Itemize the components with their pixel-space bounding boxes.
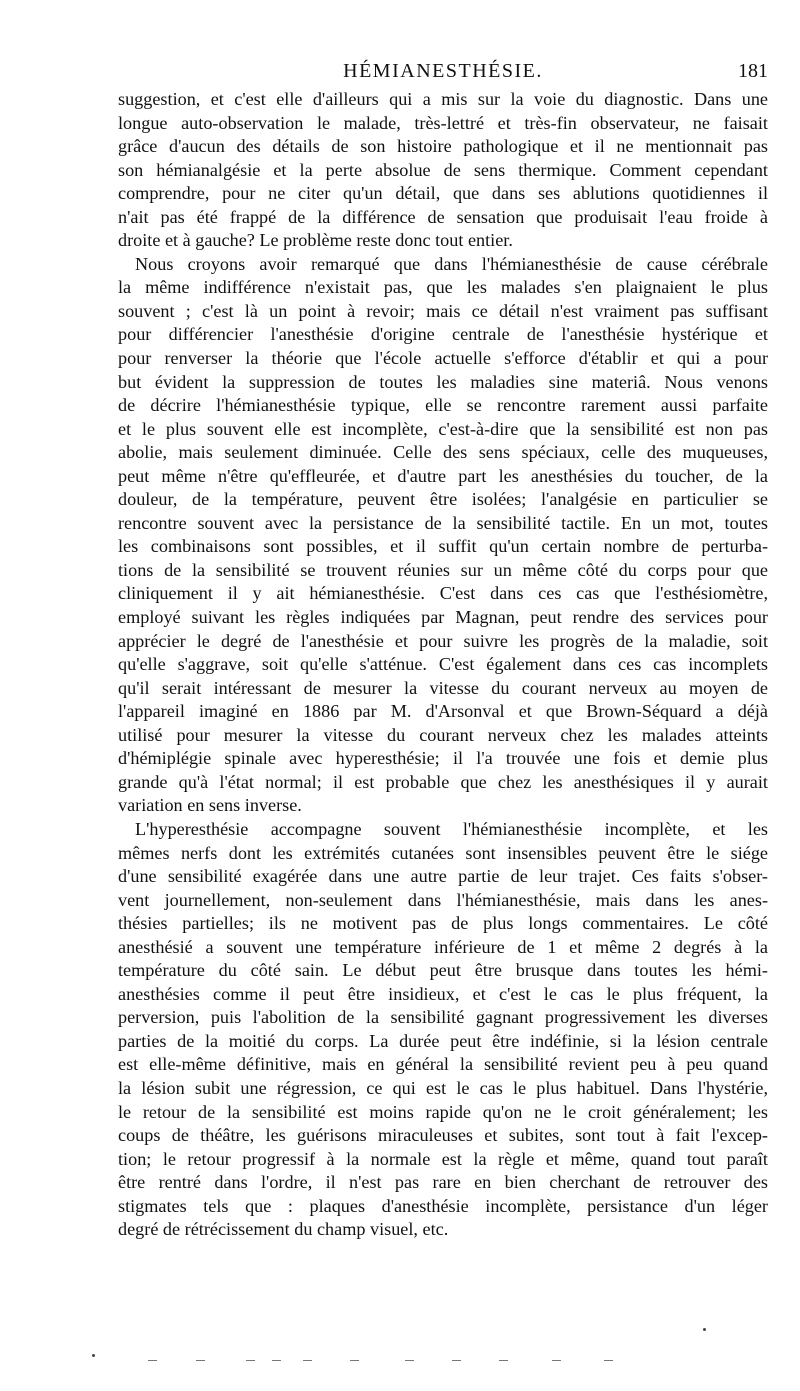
running-head [118,56,768,86]
text-line: de décrire l'hémianesthésie typique, elle se rencontre rarement aussi parfaite [118,395,768,416]
print-speck [148,1360,157,1361]
text-line: grande qu'à l'état normal; il est probable que chez les anesthésiques il y aurait [118,771,768,792]
text-line: son hémianalgésie et la perte absolue de sens thermique. Comment cependant [118,159,768,180]
text-line: grâce d'aucun des détails de son histoire pathologique et il ne mentionnait pas [118,136,768,157]
text-line: apprécier le degré de l'anesthésie et pour suivre les progrès de la maladie, soit [118,630,768,651]
text-line: coups de théâtre, les guérisons miraculeuses et subites, sont tout à fait l'excep- [118,1125,768,1146]
text-line: employé suivant les règles indiquées par Magnan, peut rendre des services pour [118,607,768,628]
text-line: mêmes nerfs dont les extrémités cutanées sont insensibles peuvent être le siége [118,842,768,863]
text-line: pour différencier l'anesthésie d'origine centrale de l'anesthésie hystérique et [118,324,768,345]
text-line: thésies partielles; ils ne motivent pas de plus longs commentaires. Le côté [118,913,768,934]
text-line: stigmates tels que : plaques d'anesthésie incomplète, persistance d'un léger [118,1195,768,1216]
text-line: qu'elle s'aggrave, soit qu'elle s'atténue. C'est également dans ces cas incomplets [118,654,768,675]
margin-specks [0,1350,800,1370]
text-line: vent journellement, non-seulement dans l'hémianesthésie, mais dans les anes- [118,889,768,910]
text-line: comprendre, pour ne citer qu'un détail, que dans ses ablutions quotidiennes il [118,183,768,204]
text-line: variation en sens inverse. [118,795,302,816]
text-line: longue auto-observation le malade, très-lettré et très-fin observateur, ne faisait [118,112,768,133]
text-line: anesthésié a souvent une température inférieure de 1 et même 2 degrés à la [118,936,768,957]
text-line: la même indifférence n'existait pas, que les malades s'en plaignaient le plus [118,277,768,298]
text-line: douleur, de la température, peuvent être isolées; l'analgésie en particulier se [118,489,768,510]
print-speck [196,1360,205,1361]
print-speck [272,1360,281,1361]
text-line: tions de la sensibilité se trouvent réunies sur un même côté du corps pour que [118,559,768,580]
print-speck [246,1360,255,1361]
text-line: et le plus souvent elle est incomplète, c'est-à-dire que la sensibilité est non pas [118,418,768,439]
print-speck [303,1360,312,1361]
text-line: but évident la suppression de toutes les maladies sine materiâ. Nous venons [118,371,768,392]
text-line: L'hyperesthésie accompagne souvent l'hémianesthésie incomplète, et les [135,818,768,839]
text-line: le retour de la sensibilité est moins rapide qu'on ne le croit généralement; les [118,1101,768,1122]
text-line: être rentré dans l'ordre, il n'est pas rare en bien cherchant de retrouver des [118,1172,768,1193]
text-line: perversion, puis l'abolition de la sensibilité gagnant progressivement les diverses [118,1007,768,1028]
print-speck [552,1360,561,1361]
print-speck [499,1360,508,1361]
print-speck [703,1328,706,1331]
text-line: rencontre souvent avec la persistance de la sensibilité tactile. En un mot, toutes [118,512,768,533]
print-speck [92,1354,95,1357]
text-line: d'une sensibilité exagérée dans une autre partie de leur trajet. Ces faits s'obser- [118,866,768,887]
running-title: HÉMIANESTHÉSIE. [343,60,543,82]
body-text [118,88,768,1242]
text-line: utilisé pour mesurer la vitesse du courant nerveux chez les malades atteints [118,724,768,745]
text-line: n'ait pas été frappé de la différence de sensation que produisait l'eau froide à [118,206,768,227]
page-number: 181 [738,60,768,82]
text-line: Nous croyons avoir remarqué que dans l'hémianesthésie de cause cérébrale [135,253,768,274]
text-line: température du côté sain. Le début peut être brusque dans toutes les hémi- [118,960,768,981]
text-line: d'hémiplégie spinale avec hyperesthésie; il l'a trouvée une fois et demie plus [118,748,768,769]
print-speck [452,1360,461,1361]
text-line: parties de la moitié du corps. La durée peut être indéfinie, si la lésion centrale [118,1030,768,1051]
print-speck [604,1360,613,1361]
text-line: tion; le retour progressif à la normale est la règle et même, quand tout paraît [118,1148,768,1169]
text-line: degré de rétrécissement du champ visuel, etc. [118,1219,449,1240]
text-line: l'appareil imaginé en 1886 par M. d'Arsonval et que Brown-Séquard a déjà [118,701,768,722]
print-speck [350,1360,359,1361]
text-line: est elle-même définitive, mais en général la sensibilité revient peu à peu quand [118,1054,768,1075]
text-line: droite et à gauche? Le problème reste donc tout entier. [118,230,513,251]
text-line: abolie, mais seulement diminuée. Celle des sens spéciaux, celle des muqueuses, [118,442,768,463]
text-line: anesthésies comme il peut être insidieux, et c'est le cas le plus fréquent, la [118,983,768,1004]
text-line: les combinaisons sont possibles, et il suffit qu'un certain nombre de perturba- [118,536,768,557]
text-line: qu'il serait intéressant de mesurer la vitesse du courant nerveux au moyen de [118,677,768,698]
text-line: suggestion, et c'est elle d'ailleurs qui a mis sur la voie du diagnostic. Dans une [118,89,768,109]
text-line: pour renverser la théorie que l'école actuelle s'efforce d'établir et qui a pour [118,348,768,369]
print-speck [405,1360,414,1361]
text-line: la lésion subit une régression, ce qui est le cas le plus habituel. Dans l'hystérie, [118,1077,768,1098]
text-line: cliniquement il y ait hémianesthésie. C'est dans ces cas que l'esthésiomètre, [118,583,768,604]
text-line: peut même n'être qu'effleurée, et d'autre part les anesthésies du toucher, de la [118,465,768,486]
text-line: souvent ; c'est là un point à revoir; mais ce détail n'est vraiment pas suffisant [118,300,768,321]
